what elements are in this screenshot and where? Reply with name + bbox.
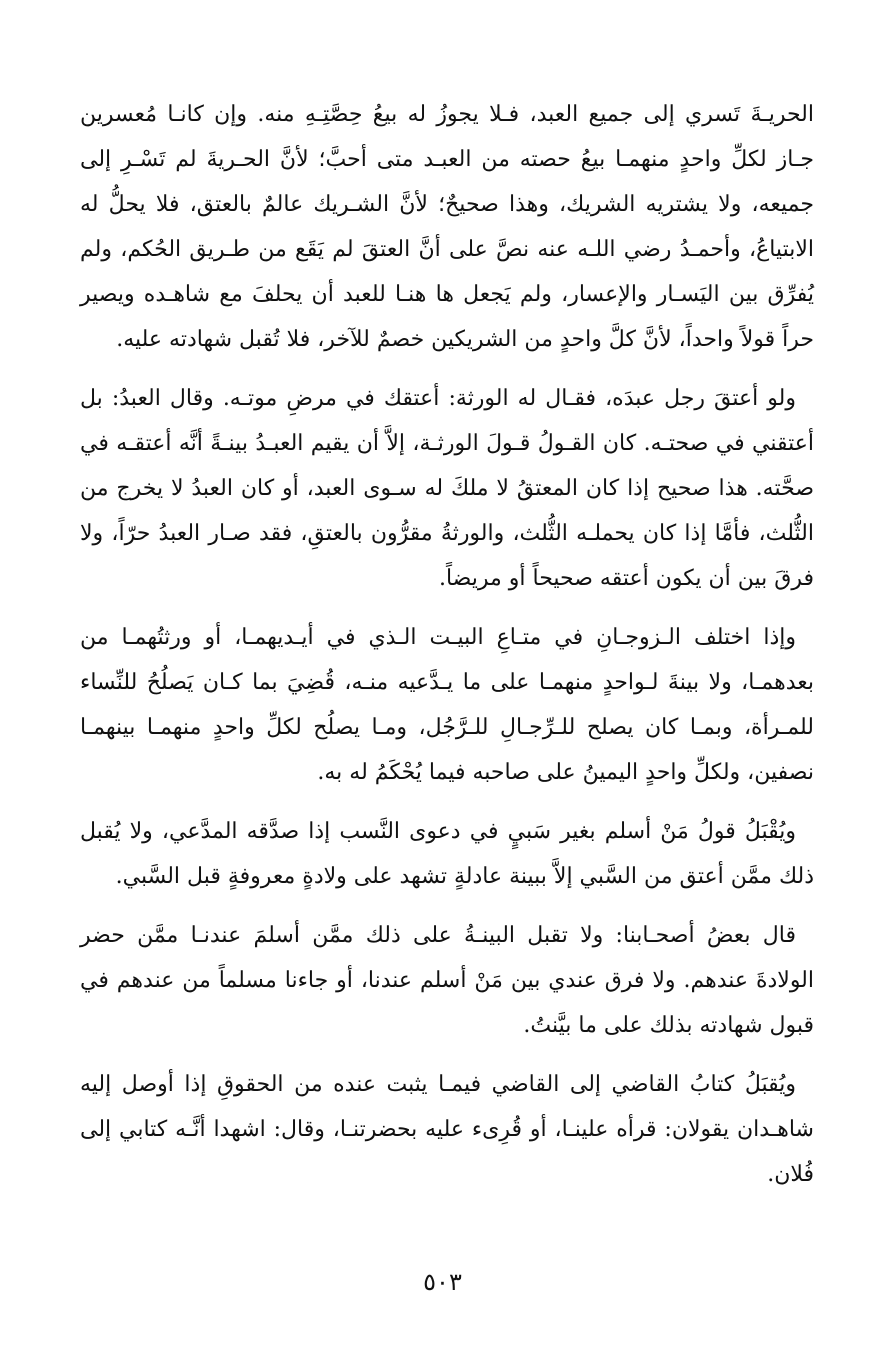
paragraph-5: قال بعضُ أصحـابنا: ولا تقبل البينـةُ على ذلك ممَّن أسلمَ عندنـا ممَّن حضر الولادةَ عندهم. ولا فرق عندي بين مَنْ أسلم عندنا، أو جاءنا مسلماً من عندهم في قبول شهادته بذلك على ما بيَّنتُ. xyxy=(80,923,814,1038)
paragraph-2: ولو أعتقَ رجل عبدَه، فقـال له الورثة: أعتقك في مرضِ موتـه. وقال العبدُ: بل أعتقني في صحتـه. كان القـولُ قـولَ الورثـة، إلاَّ أن يقيم العبـدُ بينـةً أنَّه أعتقـه في صحَّته. هذا صحيح إذا كان المعتقُ لا ملكَ له سـوى العبد، أو كان العبدُ لا يخرج من الثُّلث، فأمَّا إذا كان يحملـه الثُّلث، والورثةُ مقرُّون بالعتقِ، فقد صـار العبدُ حرّاً، ولا فرقَ بين أن يكون أعتقه صحيحاً أو مريضاً. xyxy=(80,386,814,591)
paragraph-1: الحريـةَ تَسري إلى جميع العبد، فـلا يجوزُ له بيعُ حِصَّتِـهِ منه. وإن كانـا مُعسرين جـاز لكلِّ واحدٍ منهمـا بيعُ حصته من العبـد متى أحبَّ؛ لأنَّ الحـريةَ لم تَسْـرِ إلى جميعه، ولا يشتريه الشريك، وهذا صحيحٌ؛ لأنَّ الشـريك عالمٌ بالعتق، فلا يحلُّ له الابتياعُ، وأحمـدُ رضي اللـه عنه نصَّ على أنَّ العتقَ لم يَقَع من طـريق الحُكم، ولم يُفرِّق بين اليَسـار والإعسار، ولم يَجعل ها هنـا للعبد أن يحلفَ مع شاهـده ويصير حراً قولاً واحداً، لأنَّ كلَّ واحدٍ من الشريكين خصمٌ للآخر، فلا تُقبل شهادته عليه. xyxy=(80,102,814,352)
page-number: ٥٠٣ xyxy=(423,1268,462,1296)
paragraph-3: وإذا اختلف الـزوجـانِ في متـاعِ البيـت الـذي في أيـديهمـا، أو ورثتُهمـا من بعدهمـا، ولا بينةَ لـواحدٍ منهمـا على ما يـدَّعيه منـه، قُضِيَ بما كـان يَصلُحُ للنِّساء للمـرأة، وبمـا كان يصلح للـرِّجـالِ للـرَّجُل، ومـا يصلُح لكلِّ واحدٍ منهمـا بينهمـا نصفين، ولكلِّ واحدٍ اليمينُ على صاحبه فيما يُحْكَمُ له به. xyxy=(80,625,814,785)
page-body xyxy=(80,92,814,1211)
paragraph-4: ويُقْبَلُ قولُ مَنْ أسلم بغير سَبيٍ في دعوى النَّسب إذا صدَّقه المدَّعي، ولا يُقبل ذلك ممَّن أعتق من السَّبي إلاَّ ببينة عادلةٍ تشهد على ولادةٍ معروفةٍ قبل السَّبي. xyxy=(80,819,814,889)
paragraph-6: ويُقبَلُ كتابُ القاضي إلى القاضي فيمـا يثبت عنده من الحقوقِ إذا أوصل إليه شاهـدان يقولان: قرأه علينـا، أو قُرِىء عليه بحضرتنـا، وقال: اشهدا أنَّـه كتابي إلى فُلان. xyxy=(80,1072,814,1187)
